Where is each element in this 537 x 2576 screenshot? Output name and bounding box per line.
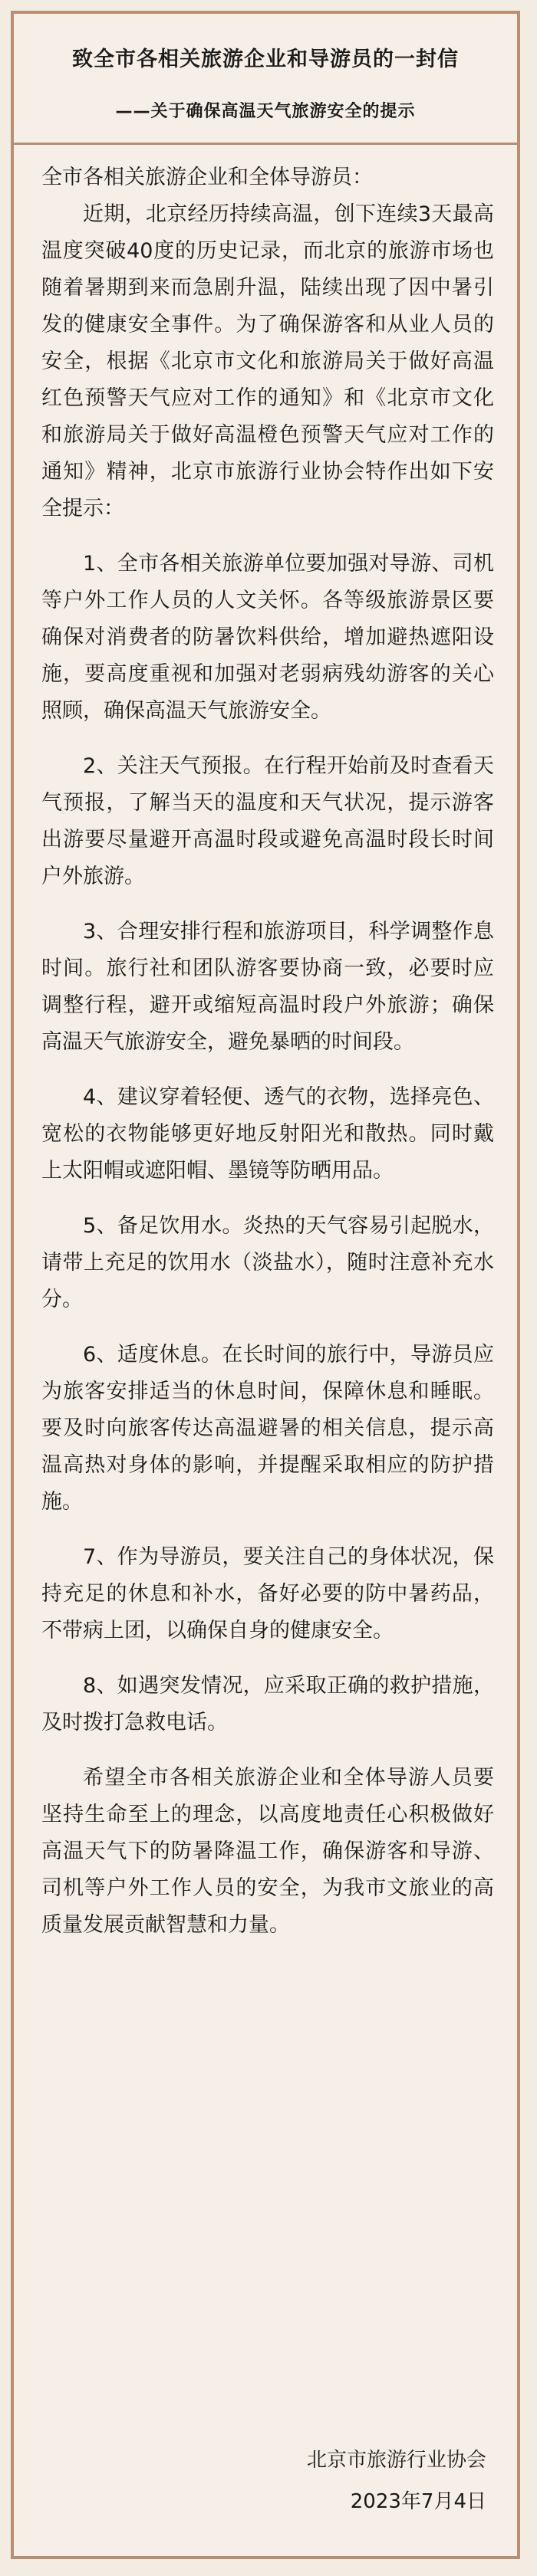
tip-item-7: 7、作为导游员，要关注自己的身体状况，保持充足的休息和补水，备好必要的防中暑药品，不带病上团，以确保自身的健康安全。 — [41, 1545, 494, 1642]
letter-body — [41, 159, 494, 1944]
letter-title: 致全市各相关旅游企业和导游员的一封信 — [72, 48, 459, 71]
tip-item-1: 1、全市各相关旅游单位要加强对导游、司机等户外工作人员的人文关怀。各等级旅游景区要确保对消费者的防暑饮料供给，增加避热遮阳设施，要高度重视和加强对老弱病残幼游客的关心照顾，确保高温天气旅游安全。 — [41, 552, 494, 723]
tip-item-4: 4、建议穿着轻便、透气的衣物，选择亮色、宽松的衣物能够更好地反射阳光和散热。同时戴上太阳帽或遮阳帽、墨镜等防晒用品。 — [41, 1085, 494, 1183]
signature-date: 2023年7月4日 — [350, 2490, 486, 2513]
intro-paragraph: 近期，北京经历持续高温，创下连续3天最高温度突破40度的历史记录，而北京的旅游市场也随着暑期到来而急剧升温，陆续出现了因中暑引发的健康安全事件。为了确保游客和从业人员的安全，根据《北京市文化和旅游局关于做好高温红色预警天气应对工作的通知》和《北京市文化和旅游局关于做好高温橙色预警天气应对工作的通知》精神，北京市旅游行业协会特作出如下安全提示： — [41, 202, 494, 520]
title-divider — [14, 143, 517, 145]
tip-item-5: 5、备足饮用水。炎热的天气容易引起脱水，请带上充足的饮用水（淡盐水），随时注意补充水分。 — [41, 1214, 494, 1311]
closing-paragraph: 希望全市各相关旅游企业和全体导游人员要坚持生命至上的理念，以高度地责任心积极做好高温天气下的防暑降温工作，确保游客和导游、司机等户外工作人员的安全，为我市文旅业的高质量发展贡献智慧和力量。 — [41, 1766, 494, 1937]
tip-item-8: 8、如遇突发情况，应采取正确的救护措施，及时拨打急救电话。 — [41, 1674, 494, 1734]
tip-item-3: 3、合理安排行程和旅游项目，科学调整作息时间。旅行社和团队游客要协商一致，必要时应调整行程，避开或缩短高温时段户外旅游；确保高温天气旅游安全，避免暴晒的时间段。 — [41, 920, 494, 1054]
tip-item-2: 2、关注天气预报。在行程开始前及时查看天气预报，了解当天的温度和天气状况，提示游客出游要尽量避开高温时段或避免高温时段长时间户外旅游。 — [41, 754, 494, 888]
letter-subtitle: ——关于确保高温天气旅游安全的提示 — [115, 102, 416, 121]
tip-item-6: 6、适度休息。在长时间的旅行中，导游员应为旅客安排适当的休息时间，保障休息和睡眠。要及时向旅客传达高温避暑的相关信息，提示高温高热对身体的影响，并提醒采取相应的防护措施。 — [41, 1343, 494, 1514]
signature-block — [307, 2440, 486, 2522]
letter-sheet — [11, 11, 520, 2559]
salutation: 全市各相关旅游企业和全体导游员： — [41, 166, 373, 189]
signature-organization: 北京市旅游行业协会 — [306, 2449, 486, 2472]
